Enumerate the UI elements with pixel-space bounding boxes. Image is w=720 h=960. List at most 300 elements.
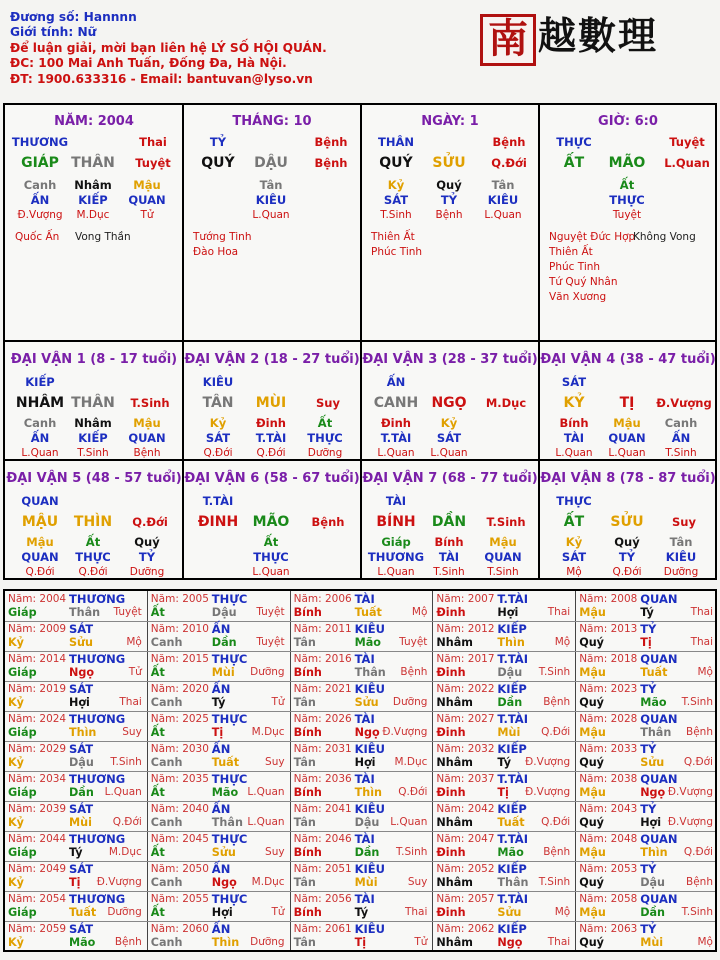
year-stage: Q.Đới xyxy=(683,756,713,768)
hidden-stage: Tử xyxy=(140,209,154,221)
year-stem: Ất xyxy=(150,606,165,619)
heavenly-stem: QUÝ xyxy=(201,155,235,171)
hidden-stage: L.Quan xyxy=(377,447,415,459)
star-bad: Đào Hoa xyxy=(193,246,239,258)
hidden-stem: Ất xyxy=(85,535,101,549)
year-branch: Thân xyxy=(354,666,386,679)
year-god: SÁT xyxy=(69,922,94,936)
hidden-god: SÁT xyxy=(561,550,587,564)
year-label: Năm: 2009 xyxy=(8,623,67,635)
year-stage: Tuyệt xyxy=(399,636,428,648)
year-stage: Mộ xyxy=(554,636,571,648)
pillar-cell[interactable] xyxy=(361,105,539,341)
year-cell[interactable] xyxy=(148,801,291,831)
year-stage: Tử xyxy=(128,666,142,678)
year-stage: Suy xyxy=(122,726,142,738)
year-stage: T.Sinh xyxy=(681,696,713,708)
year-branch: Dậu xyxy=(640,876,665,889)
hidden-god: THỰC xyxy=(253,550,289,564)
year-branch: Mùi xyxy=(640,936,664,949)
dai-van-cell[interactable] xyxy=(5,461,183,579)
dai-van-stem: ẤT xyxy=(563,514,585,530)
year-cell[interactable] xyxy=(5,801,148,831)
hidden-stem: Tân xyxy=(259,178,283,192)
year-stage: L.Quan xyxy=(104,786,142,798)
bazi-chart-grid xyxy=(3,103,717,580)
year-god: KIÊU xyxy=(354,742,385,756)
year-god: SÁT xyxy=(69,862,94,876)
hidden-stage: Q.Đới xyxy=(256,447,286,459)
star-neutral: Không Vong xyxy=(633,231,696,243)
year-stem: Mậu xyxy=(579,666,606,679)
hidden-god: THỰC xyxy=(75,550,111,564)
year-stage: Q.Đới xyxy=(541,816,571,828)
year-branch: Hợi xyxy=(497,606,519,619)
year-branch: Tị xyxy=(354,936,367,949)
dai-van-cell[interactable] xyxy=(5,342,183,460)
hidden-god: KIẾP xyxy=(78,431,108,445)
hidden-god: THỰC xyxy=(609,193,645,207)
dai-van-branch: DẦN xyxy=(431,514,467,530)
year-cell[interactable] xyxy=(433,891,576,921)
hidden-stem: Giáp xyxy=(381,535,411,549)
year-branch: Mão xyxy=(211,786,239,799)
year-cell[interactable] xyxy=(576,741,719,771)
year-cell[interactable] xyxy=(291,861,434,891)
hidden-god: TỶ xyxy=(618,550,636,564)
year-stage: Tuyệt xyxy=(256,636,285,648)
hidden-god: QUAN xyxy=(608,431,646,445)
hidden-stem: Quý xyxy=(436,178,462,192)
year-god: T.TÀI xyxy=(497,712,528,726)
year-stem: Tân xyxy=(293,936,316,949)
year-branch: Tuất xyxy=(211,756,240,769)
year-stem: Đinh xyxy=(436,786,466,799)
year-stem: Canh xyxy=(150,756,183,769)
year-stage: Tuyệt xyxy=(256,606,285,618)
year-god: THỰC xyxy=(211,592,248,606)
year-stage: M.Dục xyxy=(394,756,428,768)
year-branch: Thìn xyxy=(69,726,97,739)
hidden-stage: T.Sinh xyxy=(433,566,465,578)
year-stem: Giáp xyxy=(8,666,37,679)
year-cell[interactable] xyxy=(5,861,148,891)
year-cell[interactable] xyxy=(433,681,576,711)
dai-van-cell[interactable] xyxy=(183,461,361,579)
pillar-top-stage: Bệnh xyxy=(492,135,526,149)
year-god: SÁT xyxy=(69,742,94,756)
year-stem: Quý xyxy=(579,876,604,889)
address: ĐC: 100 Mai Anh Tuấn, Đống Đa, Hà Nội. xyxy=(10,56,287,71)
year-stem: Kỷ xyxy=(8,816,24,829)
year-label: Năm: 2039 xyxy=(8,803,67,815)
year-cell[interactable] xyxy=(148,891,291,921)
dai-van-stage: Bệnh xyxy=(311,515,345,529)
hidden-stage: Q.Đới xyxy=(612,566,642,578)
year-branch: Tuất xyxy=(354,606,382,619)
year-stem: Nhâm xyxy=(436,636,473,649)
pillar-cell[interactable] xyxy=(5,105,183,341)
gender: Giới tính: Nữ xyxy=(10,25,97,40)
year-branch: Hợi xyxy=(354,756,376,769)
year-stage: M.Dục xyxy=(251,876,285,888)
year-cell[interactable] xyxy=(433,921,576,951)
year-stem: Đinh xyxy=(436,906,466,919)
year-god: T.TÀI xyxy=(497,832,528,846)
pillar-title: NĂM: 2004 xyxy=(54,114,134,129)
pillar-cell[interactable] xyxy=(183,105,361,341)
year-cell[interactable] xyxy=(148,711,291,741)
year-branch: Ngọ xyxy=(211,876,237,889)
year-label: Năm: 2018 xyxy=(579,653,638,665)
dai-van-god: KIẾP xyxy=(25,375,55,389)
year-stage: Bệnh xyxy=(686,726,713,738)
year-god: THƯƠNG xyxy=(69,712,126,726)
year-branch: Mão xyxy=(497,846,524,859)
dai-van-title: ĐẠI VẬN 1 (8 - 17 tuổi) xyxy=(10,352,178,367)
hidden-stage: Dưỡng xyxy=(663,566,699,578)
year-god: SÁT xyxy=(69,802,94,816)
year-stem: Nhâm xyxy=(436,876,473,889)
year-cell[interactable] xyxy=(5,921,148,951)
year-stage: Mộ xyxy=(126,636,142,648)
year-god: ẤN xyxy=(211,862,231,876)
year-label: Năm: 2042 xyxy=(436,803,495,815)
year-god: SÁT xyxy=(69,622,94,636)
seal-logo: 南 xyxy=(480,14,536,66)
year-stem: Đinh xyxy=(436,606,466,619)
year-label: Năm: 2029 xyxy=(8,743,67,755)
year-god: KIẾP xyxy=(497,742,527,756)
year-cell[interactable] xyxy=(291,891,434,921)
year-cell[interactable] xyxy=(576,621,719,651)
year-label: Năm: 2057 xyxy=(436,893,495,905)
year-god: TỶ xyxy=(640,622,657,636)
year-cell[interactable] xyxy=(433,771,576,801)
year-god: THƯƠNG xyxy=(69,772,126,786)
year-stage: Đ.Vượng xyxy=(667,816,713,828)
year-cell[interactable] xyxy=(5,651,148,681)
year-label: Năm: 2004 xyxy=(8,593,67,605)
year-stem: Quý xyxy=(579,756,604,769)
star-bad: Nguyệt Đức Hợp xyxy=(549,231,636,243)
year-stem: Nhâm xyxy=(436,816,473,829)
year-stem: Bính xyxy=(293,726,322,739)
dai-van-stem: TÂN xyxy=(202,395,234,411)
hidden-stage: L.Quan xyxy=(252,566,290,578)
year-branch: Hợi xyxy=(211,906,233,919)
year-label: Năm: 2040 xyxy=(150,803,209,815)
year-stage: L.Quan xyxy=(390,816,428,828)
pillar-main-god: TỶ xyxy=(209,135,227,149)
year-stem: Mậu xyxy=(579,726,606,739)
dai-van-title: ĐẠI VẬN 3 (28 - 37 tuổi) xyxy=(362,352,538,367)
year-branch: Tý xyxy=(354,906,369,919)
year-stage: Đ.Vượng xyxy=(382,726,428,738)
year-stem: Tân xyxy=(293,636,316,649)
year-label: Năm: 2019 xyxy=(8,683,67,695)
year-stem: Nhâm xyxy=(436,936,473,949)
year-label: Năm: 2008 xyxy=(579,593,638,605)
year-cell[interactable] xyxy=(148,741,291,771)
year-stage: Mộ xyxy=(697,936,713,948)
hidden-god: TỶ xyxy=(138,550,156,564)
hidden-god: KIẾP xyxy=(78,193,108,207)
hidden-god: TÀI xyxy=(563,431,585,445)
year-cell[interactable] xyxy=(291,651,434,681)
year-god: QUAN xyxy=(640,712,678,726)
dai-van-stage: T.Sinh xyxy=(130,396,170,410)
year-cell[interactable] xyxy=(576,831,719,861)
year-god: QUAN xyxy=(640,652,678,666)
year-cell[interactable] xyxy=(576,711,719,741)
year-label: Năm: 2052 xyxy=(436,863,495,875)
year-cell[interactable] xyxy=(433,831,576,861)
dai-van-stage: T.Sinh xyxy=(486,515,526,529)
year-stem: Tân xyxy=(293,696,316,709)
year-cell[interactable] xyxy=(5,891,148,921)
hidden-stem: Kỷ xyxy=(565,535,583,549)
year-branch: Sửu xyxy=(497,906,522,919)
phone-email[interactable]: ĐT: 1900.633316 - Email: bantuvan@lyso.vn xyxy=(10,71,313,86)
year-cell[interactable] xyxy=(433,741,576,771)
year-cell[interactable] xyxy=(576,921,719,951)
year-cell[interactable] xyxy=(148,621,291,651)
year-stem: Nhâm xyxy=(436,756,473,769)
year-cell[interactable] xyxy=(148,861,291,891)
year-stage: Mộ xyxy=(411,606,428,618)
year-branch: Ngọ xyxy=(497,936,523,949)
hidden-stem: Ất xyxy=(317,416,333,430)
year-cell[interactable] xyxy=(576,771,719,801)
dai-van-stage: Suy xyxy=(672,515,696,529)
year-stage: Đ.Vượng xyxy=(96,876,142,888)
year-god: KIÊU xyxy=(354,682,385,696)
year-branch: Dần xyxy=(211,636,237,649)
year-stem: Kỷ xyxy=(8,756,24,769)
dai-van-cell[interactable] xyxy=(539,342,717,460)
year-branch: Dậu xyxy=(497,666,523,679)
year-god: TÀI xyxy=(354,832,375,846)
hidden-god: THƯƠNG xyxy=(367,550,425,564)
year-stage: Tử xyxy=(414,936,428,948)
dai-van-cell[interactable] xyxy=(539,461,717,579)
dai-van-stage: M.Dục xyxy=(485,396,527,410)
year-stem: Tân xyxy=(293,756,316,769)
year-stage: Bệnh xyxy=(686,876,713,888)
heavenly-stem: ẤT xyxy=(563,155,585,171)
year-branch: Dần xyxy=(497,696,523,709)
hidden-stem: Nhâm xyxy=(74,416,112,430)
hidden-stage: Tuyệt xyxy=(612,209,642,221)
year-stem: Quý xyxy=(579,936,604,949)
year-stem: Quý xyxy=(579,696,604,709)
year-cell[interactable] xyxy=(148,831,291,861)
year-god: TỶ xyxy=(640,862,657,876)
year-cell[interactable] xyxy=(5,621,148,651)
dai-van-cell[interactable] xyxy=(361,342,539,460)
dai-van-stage: Đ.Vượng xyxy=(656,396,712,410)
hidden-stem: Canh xyxy=(23,416,57,430)
year-stage: T.Sinh xyxy=(538,666,571,678)
hidden-stage: T.Sinh xyxy=(665,447,697,459)
year-cell[interactable] xyxy=(5,741,148,771)
year-cell[interactable] xyxy=(5,591,148,621)
year-label: Năm: 2038 xyxy=(579,773,638,785)
year-branch: Hợi xyxy=(640,816,662,829)
year-label: Năm: 2024 xyxy=(8,713,67,725)
year-branch: Tị xyxy=(69,876,81,889)
year-god: KIẾP xyxy=(497,922,527,936)
year-cell[interactable] xyxy=(5,681,148,711)
year-branch: Sửu xyxy=(211,846,236,859)
year-stage: L.Quan xyxy=(247,816,285,828)
year-god: THỰC xyxy=(211,772,248,786)
year-cell[interactable] xyxy=(576,891,719,921)
year-branch: Dậu xyxy=(211,606,237,619)
year-cell[interactable] xyxy=(291,801,434,831)
dai-van-stage: Suy xyxy=(316,396,340,410)
hidden-stage: Đ.Vượng xyxy=(17,209,63,221)
hidden-stage: Q.Đới xyxy=(78,566,108,578)
hidden-god: THỰC xyxy=(307,431,343,445)
dai-van-god: TÀI xyxy=(385,494,407,508)
year-branch: Ngọ xyxy=(69,666,95,679)
year-stem: Giáp xyxy=(8,846,37,859)
hidden-stem: Bính xyxy=(559,416,589,430)
year-label: Năm: 2033 xyxy=(579,743,638,755)
dai-van-god: T.TÀI xyxy=(202,494,234,508)
year-branch: Dậu xyxy=(354,816,380,829)
year-label: Năm: 2010 xyxy=(150,623,209,635)
year-cell[interactable] xyxy=(433,861,576,891)
hidden-stem: Kỷ xyxy=(387,178,405,192)
pillar-title: THÁNG: 10 xyxy=(232,114,312,129)
year-cell[interactable] xyxy=(5,771,148,801)
year-cell[interactable] xyxy=(291,921,434,951)
year-stage: L.Quan xyxy=(247,786,285,798)
year-label: Năm: 2028 xyxy=(579,713,638,725)
year-cell[interactable] xyxy=(433,801,576,831)
hidden-stem: Quý xyxy=(134,535,160,549)
year-stage: Q.Đới xyxy=(541,726,571,738)
year-cell[interactable] xyxy=(148,681,291,711)
year-cell[interactable] xyxy=(291,741,434,771)
year-god: KIÊU xyxy=(354,802,385,816)
year-cell[interactable] xyxy=(291,711,434,741)
star-bad: Văn Xương xyxy=(549,291,607,303)
year-cell[interactable] xyxy=(291,831,434,861)
year-cell[interactable] xyxy=(433,591,576,621)
hidden-stem: Mậu xyxy=(133,416,161,430)
dai-van-stem: MẬU xyxy=(21,514,59,530)
hidden-god: TỶ xyxy=(440,193,458,207)
year-branch: Tý xyxy=(69,846,83,859)
year-stage: T.Sinh xyxy=(395,846,428,858)
year-cell[interactable] xyxy=(5,831,148,861)
dai-van-cell[interactable] xyxy=(183,342,361,460)
year-stem: Canh xyxy=(150,816,183,829)
hidden-stem: Mậu xyxy=(489,535,517,549)
hidden-god: SÁT xyxy=(383,193,409,207)
year-stem: Kỷ xyxy=(8,696,24,709)
year-label: Năm: 2044 xyxy=(8,833,67,845)
hidden-stage: T.Sinh xyxy=(487,566,519,578)
year-label: Năm: 2023 xyxy=(579,683,638,695)
year-cell[interactable] xyxy=(291,591,434,621)
year-stage: Dưỡng xyxy=(250,666,285,678)
year-cell[interactable] xyxy=(576,861,719,891)
year-god: TỶ xyxy=(640,922,657,936)
year-cell[interactable] xyxy=(576,591,719,621)
pillar-main-god: THỰC xyxy=(556,135,592,149)
year-stem: Quý xyxy=(579,636,604,649)
year-stage: Tử xyxy=(271,696,285,708)
year-stage: M.Dục xyxy=(108,846,142,858)
year-god: TÀI xyxy=(354,592,375,606)
dai-van-god: ẤN xyxy=(386,375,406,389)
year-stem: Giáp xyxy=(8,906,37,919)
year-stage: Dưỡng xyxy=(250,936,285,948)
dai-van-branch: THÌN xyxy=(73,514,113,530)
dai-van-god: THỰC xyxy=(556,494,592,508)
year-branch: Ngọ xyxy=(640,786,666,799)
year-label: Năm: 2005 xyxy=(150,593,209,605)
hidden-stage: L.Quan xyxy=(430,447,468,459)
year-label: Năm: 2056 xyxy=(293,893,352,905)
branch-stage: L.Quan xyxy=(664,156,710,170)
year-cell[interactable] xyxy=(5,711,148,741)
year-stem: Bính xyxy=(293,846,322,859)
year-cell[interactable] xyxy=(148,771,291,801)
year-cell[interactable] xyxy=(148,921,291,951)
branch-stage: Tuyệt xyxy=(135,156,171,170)
hidden-stem: Đinh xyxy=(381,416,411,430)
year-stage: Thai xyxy=(690,606,713,618)
year-stem: Đinh xyxy=(436,726,466,739)
year-cell[interactable] xyxy=(433,621,576,651)
year-cell[interactable] xyxy=(576,801,719,831)
hidden-stage: Dưỡng xyxy=(307,447,343,459)
year-cell[interactable] xyxy=(291,771,434,801)
dai-van-stem: KỶ xyxy=(563,395,585,411)
year-cell[interactable] xyxy=(433,651,576,681)
star-bad: Thiên Ất xyxy=(371,231,415,243)
hidden-god: KIÊU xyxy=(487,193,519,207)
year-god: THỰC xyxy=(211,712,248,726)
year-cell[interactable] xyxy=(576,651,719,681)
year-cell[interactable] xyxy=(291,681,434,711)
year-god: T.TÀI xyxy=(497,892,528,906)
year-branch: Tị xyxy=(211,726,224,739)
dai-van-cell[interactable] xyxy=(361,461,539,579)
year-cell[interactable] xyxy=(291,621,434,651)
earthly-branch: MÃO xyxy=(608,155,646,171)
year-cell[interactable] xyxy=(433,711,576,741)
year-stem: Giáp xyxy=(8,786,37,799)
year-cell[interactable] xyxy=(148,591,291,621)
year-label: Năm: 2059 xyxy=(8,923,67,935)
pillar-main-god: THƯƠNG xyxy=(11,135,69,149)
pillar-cell[interactable] xyxy=(539,105,717,341)
year-stage: Dưỡng xyxy=(392,696,428,708)
year-branch: Thân xyxy=(497,876,529,889)
year-cell[interactable] xyxy=(148,651,291,681)
hidden-god: ẤN xyxy=(30,431,50,445)
year-cell[interactable] xyxy=(576,681,719,711)
year-stage: Mộ xyxy=(554,906,571,918)
contact-text: Để luận giải, mời bạn liên hệ LÝ SỐ HỘI QUÁN. xyxy=(10,40,327,55)
